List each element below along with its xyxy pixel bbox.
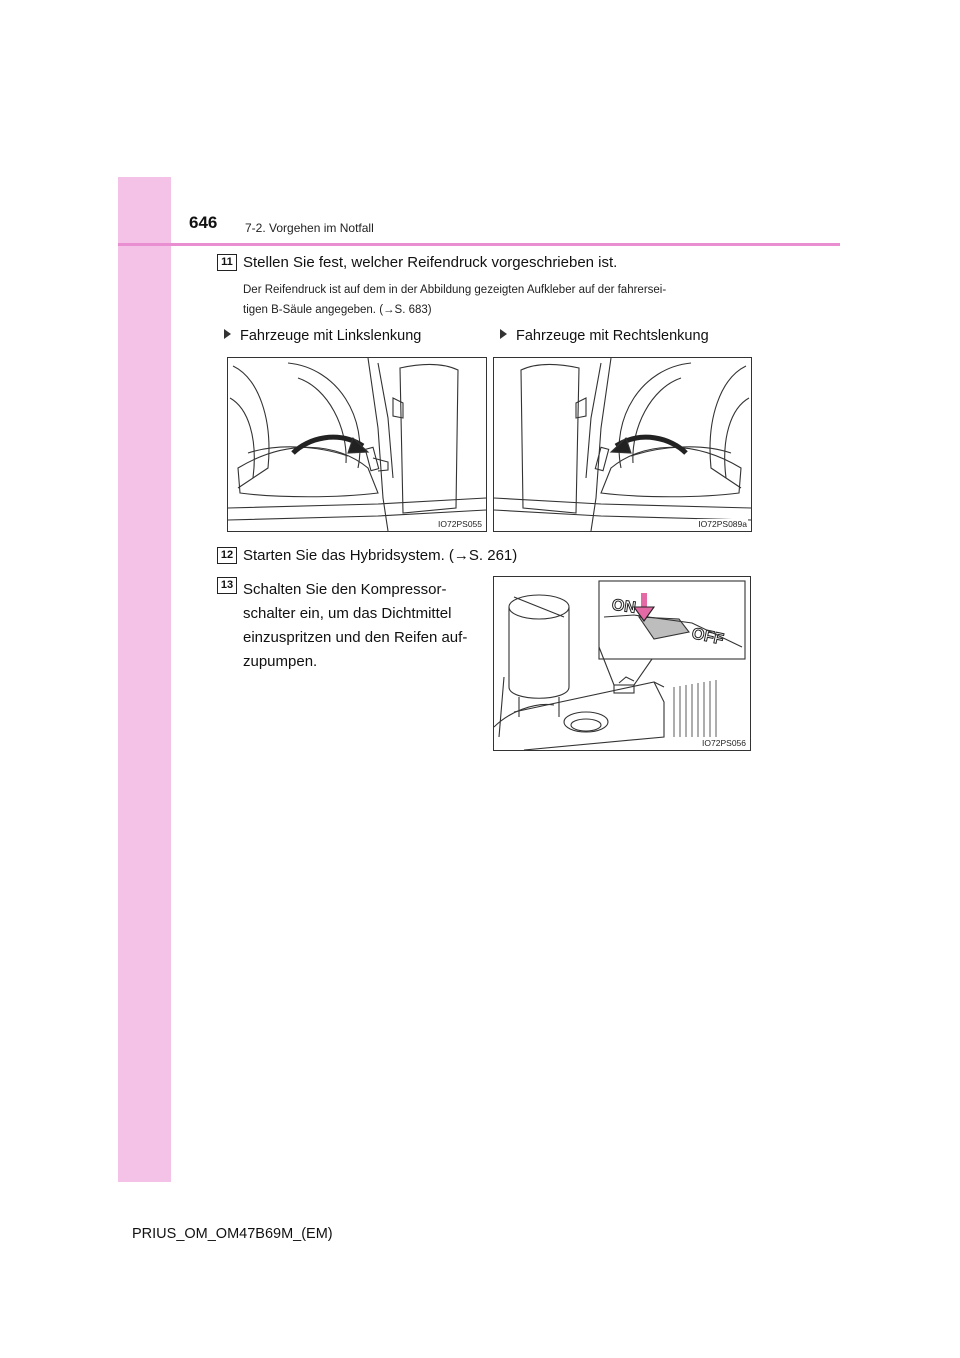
figure-code: IO72PS056 xyxy=(702,738,746,748)
step-paragraph xyxy=(243,578,477,674)
step-number-badge: 11 xyxy=(217,254,237,271)
caption-label: Fahrzeuge mit Linkslenkung xyxy=(240,328,422,344)
header-rule xyxy=(118,243,840,246)
step-note-line: tigen B-Säule angegeben. (→S. 683) xyxy=(243,304,432,316)
left-hand-drive-illustration xyxy=(227,357,487,532)
figure-caption-left-hand-drive xyxy=(224,328,421,344)
step-line: schalter ein, um das Dichtmittel xyxy=(243,605,452,622)
step-number-badge: 12 xyxy=(217,547,237,564)
figure-code: IO72PS089a xyxy=(698,519,747,529)
compressor-switch-illustration xyxy=(493,576,751,751)
figure-code: IO72PS055 xyxy=(438,519,482,529)
step-text: Starten Sie das Hybridsystem. (→S. 261) xyxy=(243,547,518,564)
section-title: 7-2. Vorgehen im Notfall xyxy=(245,221,374,235)
switch-off-label: OFF xyxy=(690,625,726,649)
step-line: einzuspritzen und den Reifen auf- xyxy=(243,629,468,646)
page-number: 646 xyxy=(189,213,218,232)
page-sidebar-tab xyxy=(118,177,171,1182)
step-line: Schalten Sie den Kompressor- xyxy=(243,581,447,598)
caption-label: Fahrzeuge mit Rechtslenkung xyxy=(516,328,709,344)
step-text: Stellen Sie fest, welcher Reifendruck vorgeschrieben ist. xyxy=(243,254,618,271)
right-hand-drive-illustration xyxy=(493,357,752,532)
step-line: zupumpen. xyxy=(243,653,318,670)
step-note-line: Der Reifendruck ist auf dem in der Abbildung gezeigten Aufkleber auf der fahrersei- xyxy=(243,284,667,296)
figure-caption-right-hand-drive xyxy=(500,328,709,344)
switch-on-label: ON xyxy=(610,596,637,617)
step-number-badge: 13 xyxy=(217,577,237,594)
document-footer-code: PRIUS_OM_OM47B69M_(EM) xyxy=(132,1226,333,1242)
step-note xyxy=(243,280,763,320)
triangle-bullet-icon xyxy=(500,329,507,339)
triangle-bullet-icon xyxy=(224,329,231,339)
